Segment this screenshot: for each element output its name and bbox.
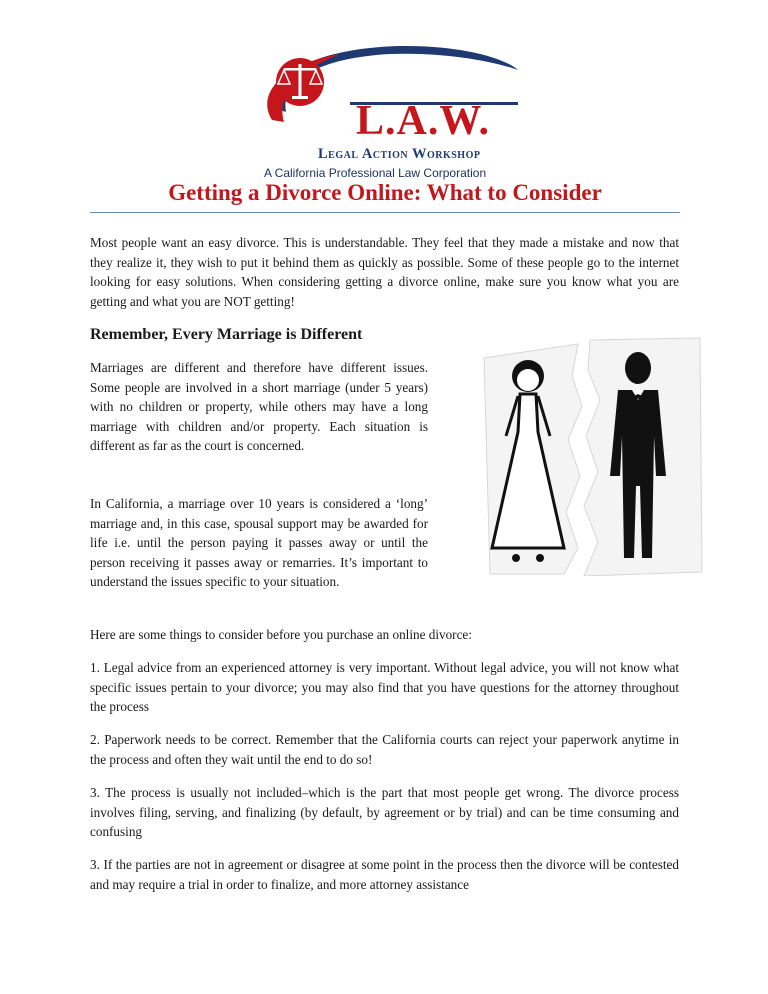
list-item: 3. The process is usually not included–which is the part that most people get wrong. The divorce process involves filing, serving, and finalizing (by default, by agreement or by trial) and can be time consuming and confusing — [90, 785, 679, 839]
title-divider — [90, 212, 680, 213]
intro-paragraph: Most people want an easy divorce. This is understandable. They feel that they made a mistake and now that they realize it, they wish to put it behind them as quickly as possible. Some of these people go to the internet looking for easy solutions. When considering getting a divorce online, make sure you know what you are getting and what you are NOT getting! — [90, 235, 679, 309]
logo-tagline: A California Professional Law Corporation — [264, 166, 487, 180]
scales-of-justice-icon — [276, 58, 324, 106]
broken-couple-illustration — [480, 336, 705, 576]
paragraph-marriages-different: Marriages are different and therefore have different issues. Some people are involved in a short marriage (under 5 years) with no children or property, while others may have a long marriage with children and/or property. Each situation is different as far as the court is concerned. — [90, 360, 428, 453]
considerations-intro: Here are some things to consider before you purchase an online divorce: — [90, 627, 472, 642]
paragraph-california-long-marriage: In California, a marriage over 10 years is considered a ‘long’ marriage and, in this case, spousal support may be awarded for life i.e. until the person paying it passes away or until the person receiving it passes away or remarries. It’s important to understand the issues specific to your situation. — [90, 496, 428, 589]
section-heading: Remember, Every Marriage is Different — [90, 326, 363, 343]
page-title: Getting a Divorce Online: What to Consider — [168, 180, 602, 205]
logo-name: L.A.W. — [356, 98, 490, 144]
list-item: 1. Legal advice from an experienced attorney is very important. Without legal advice, you will not know what specific issues pertain to your divorce; you may also find that you have questions for the attorney throughout the process — [90, 660, 679, 714]
logo-subtitle: Legal Action Workshop — [318, 146, 481, 162]
law-logo — [250, 40, 520, 180]
list-item: 3. If the parties are not in agreement or disagree at some point in the process then the divorce will be contested and may require a trial in order to finalize, and more attorney assistance — [90, 857, 679, 892]
list-item: 2. Paperwork needs to be correct. Remember that the California courts can reject your paperwork anytime in the process and often they wait until the end to do so! — [90, 732, 679, 767]
